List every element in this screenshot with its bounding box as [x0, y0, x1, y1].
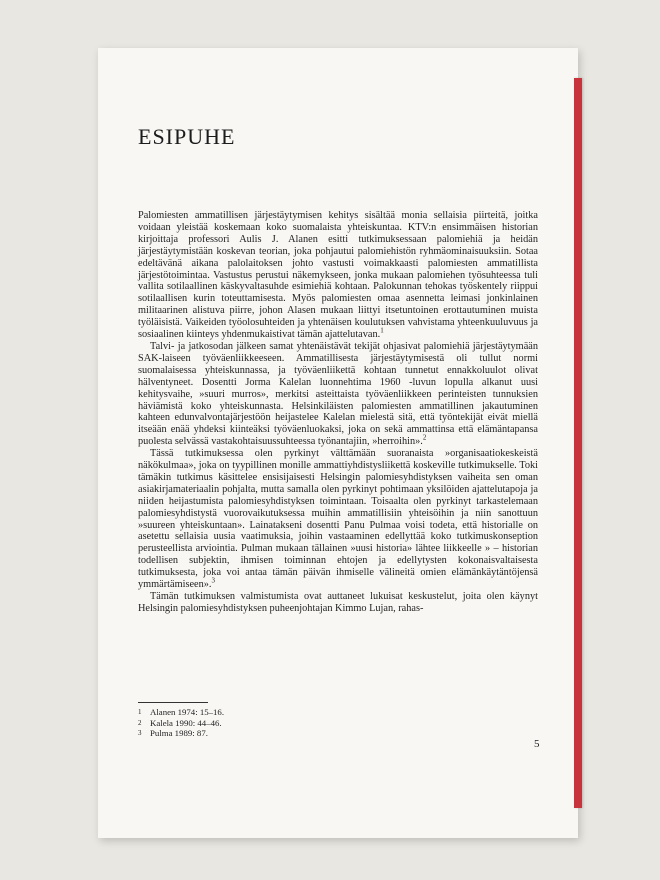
- footnote-text: Kalela 1990: 44–46.: [150, 717, 222, 728]
- footnote-text: Pulma 1989: 87.: [150, 728, 208, 738]
- footnote-text: Alanen 1974: 15–16.: [150, 707, 225, 717]
- page-number: 5: [534, 738, 540, 750]
- footnote-ref: 2: [422, 433, 427, 442]
- red-book-spine: [574, 78, 582, 808]
- footnote-number: 2: [138, 718, 142, 727]
- page-title: ESIPUHE: [138, 124, 236, 149]
- footnote-divider: [138, 702, 208, 703]
- footnote: [138, 707, 224, 718]
- footnote: [138, 718, 224, 729]
- footnote-ref: 1: [380, 326, 384, 335]
- footnote-number: 3: [138, 729, 142, 737]
- footnote: [138, 728, 224, 739]
- paragraph: Talvi- ja jatkosodan jälkeen samat yhtenäistävät tekijät ohjasivat palomiehiä järjestäytymään SAK-laiseen työväenliikkeeseen. Ammatillisesta järjestäytymisestä oli tullut normi suomalaisessa yhteiskunnassa, ja työväenliikettä kohtaan tunnetut ennakkoluulot olivat hälventyneet. Dosentti Jorma Kalelan luonnehtima 1960 -luvun lopulla alkanut uusi kehitysvaihe, »suuri murros», merkitsi asteittaista työväenliikkeen perinteisten tunnuksien häviämistä koko yhteiskunnasta. Helsinkiläisten palomiesten ammatillinen jakautuminen kahteen edunvalvontajärjestöön heijastelee Kalelan mielestä sitä, että työntekijät eivät miellä itseään enää yhdeksi kiinteäksi työväenluokaksi, joka on sekä ammattinsa että elämäntapansa puolesta selvässä vastakohtaisuussuhteessa työnantajiin, »herroihin».$^2$: [138, 340, 538, 448]
- body-text: [138, 210, 538, 615]
- footnote-number: 1: [138, 708, 142, 716]
- footnotes: [138, 707, 224, 739]
- paragraph: Tämän tutkimuksen valmistumista ovat auttaneet lukuisat keskustelut, joita olen käynyt Helsingin palomiesyhdistyksen puheenjohtajan Kimmo Lujan, rahas-: [138, 591, 538, 614]
- paragraph: Tässä tutkimuksessa olen pyrkinyt välttämään suoranaista »organisaatiokeskeistä näkökulmaa», joka on tyypillinen monille ammattiyhdistysliikettä koskeville tutkimukselle. Toki tämäkin tutkimus käsittelee ensisijaisesti Helsingin palomiesyhdistyksen vaiheita sen oman asiakirjamateriaalin pohjalta, mutta samalla olen pyrkinyt pohtimaan yksilöiden ajattelutapoja ja niiden heijastumista palomiesyhdistyksen toimintaan. Toisaalta olen pyrkinyt tarkastelemaan palomiesyhdistystä vuorovaikutuksessa muihin ammatillisiin yhteisöihin ja niin sanottuun »suureen yhteiskuntaan». Lainatakseni dosentti Panu Pulmaa voisi todeta, että historialle on asetettu sellaisia uusia vaatimuksia, joihin vastaaminen edellyttää koko tutkimuskonseption perusteellista arviointia. Pulman mukaan tällainen »uusi historia» lähtee liikkeelle » – historian todellisen subjektin, ihmisen toiminnan ehtojen ja edellytysten kokonaisvaltaisesta tutkimuksesta, joka voi antaa tämän päivän ihmiselle välineitä omien elämänkäytäntöjensä ymmärtämiseen».$^3$: [138, 448, 538, 591]
- footnote-ref: 3: [211, 576, 215, 585]
- paragraph: Palomiesten ammatillisen järjestäytymisen kehitys sisältää monia sellaisia piirteitä, joitka voidaan yleistää koskemaan koko suomalaista yhteiskuntaa. KTV:n ensimmäisen historian kirjoittaja professori Aulis J. Alanen esitti tutkimuksessaan palomiehiä ja heidän järjestäytymistään koskevan teorian, joka pohjautui palomiehistön ryhmäominaisuuksiin. Sotaa edeltävänä aikana palolaitoksen johto vastusti voimakkaasti palomiesten ammatillista järjestötoimintaa. Vastustus perustui näkemykseen, jonka mukaan palomiehen työsuhteessa tuli vallita sotilaallinen käskyvaltasuhde esimiehiä kohtaan. Palokunnan tehokas työskentely riippui sotilaallisen kurin toteuttamisesta. Myös palomiesten omaa asennetta leimasi jonkinlainen militaarinen alistuva piirre, johon Alasen mukaan liittyi itsetuntoinen erottautuminen muista työläisistä. Vaikeiden työolosuhteiden ja yhtenäisen koulutuksen vahvistama yhteenkuuluvuus ja sosiaalinen kiinteys yhdenmukaistivat tämän ajattelutavan.$^1$: [138, 210, 538, 341]
